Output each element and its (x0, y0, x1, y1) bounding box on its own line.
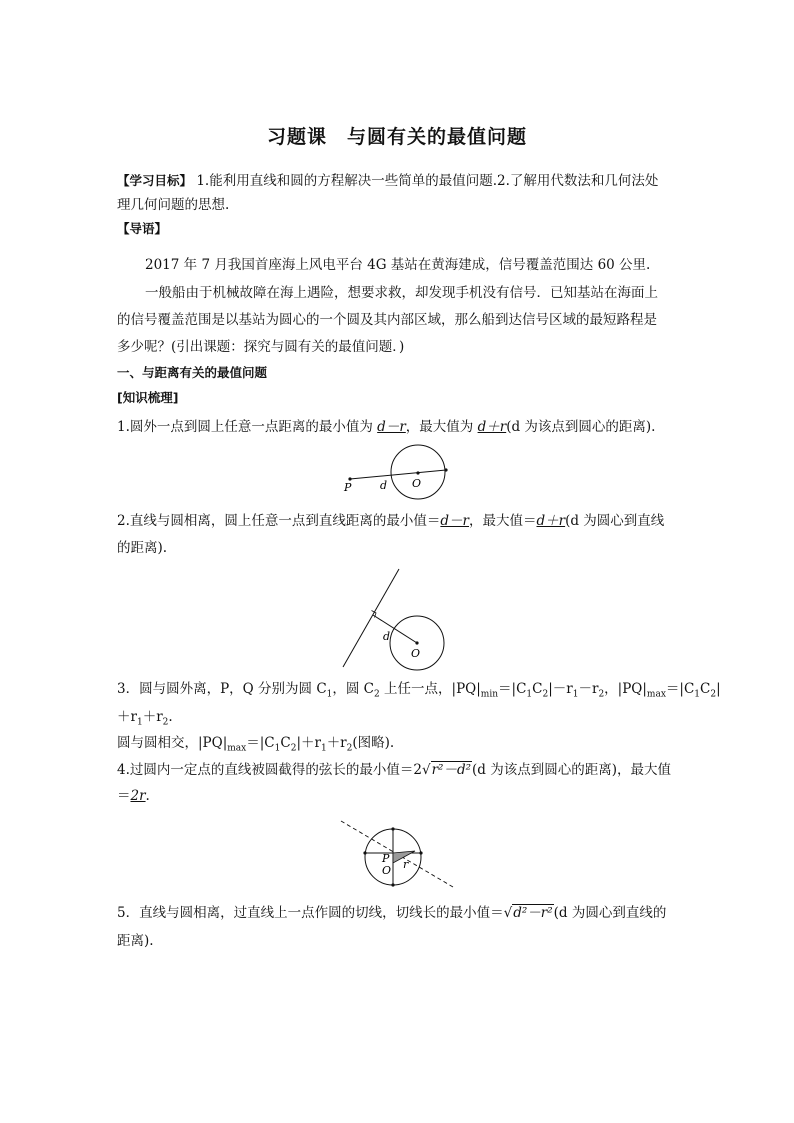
item-3-sub-max: max (646, 689, 666, 700)
item-3-text-f: |－r (548, 681, 573, 697)
figure-3-point-bottom (391, 883, 394, 886)
item-4-line-2-a: ＝ (117, 788, 131, 804)
intro-para-2c: 多少呢？(引出课题：探究与圆有关的最值问题．) (117, 339, 405, 355)
item-3-sub: 2 (374, 689, 380, 700)
item-3-line-3-c: C (280, 735, 291, 751)
figure-2-line-circle (335, 565, 455, 671)
item-5-text-post: (d 为圆心到直线的 (553, 905, 667, 921)
intro-para-2a: 一般船由于机械故障在海上遇险，想要求救，却发现手机没有信号．已知基站在海面上 (145, 285, 658, 301)
figure-3-label-p: P (382, 852, 390, 865)
page-title: 习题课 与圆有关的最值问题 (266, 126, 527, 148)
item-3-line-3-f: (图略). (352, 735, 395, 751)
intro-para-2b: 的信号覆盖范围是以基站为圆心的一个圆及其内部区域，那么船到达信号区域的最短路程是 (117, 312, 657, 328)
item-4-line-2-c: . (145, 788, 150, 804)
item-3-text-i: ＝|C (665, 681, 695, 697)
section-subheading: [知识梳理] (117, 390, 179, 405)
figure-3-label-o: O (382, 864, 392, 877)
figure-2-straight-line (343, 569, 399, 667)
item-3-line-3-d: |＋r (296, 735, 321, 751)
item-3-line-2-a: ＋r (117, 709, 137, 725)
sqrt-icon: √ (503, 905, 513, 921)
item-2-text: 2.直线与圆相离，圆上任意一点到直线距离的最小值＝ (117, 513, 441, 529)
figure-1-label-d: d (380, 479, 388, 492)
figure-1-line (350, 470, 446, 479)
item-3-sub: 2 (710, 689, 717, 700)
item-3-text-h: ，|PQ| (604, 681, 647, 697)
item-1-max-answer: d＋r (477, 419, 507, 435)
figure-2-center (415, 641, 418, 644)
item-5-text: 5．直线与圆相离，过直线上一点作圆的切线，切线长的最小值＝ (117, 905, 504, 921)
item-3-sub: 2 (346, 743, 353, 754)
item-2 (117, 511, 681, 531)
item-4-text: 4.过圆内一定点的直线被圆截得的弦长的最小值＝2 (117, 762, 422, 778)
item-1-text: 1.圆外一点到圆上任意一点距离的最小值为 (117, 419, 378, 435)
item-5-radicand: d²－r² (513, 905, 553, 921)
item-4-line-2 (117, 786, 681, 806)
item-3-sub-min: min (480, 689, 499, 700)
item-3-text-e: C (532, 681, 543, 697)
figure-3-point-right (419, 851, 422, 854)
item-3-text-j: C (700, 681, 711, 697)
objectives-line-2: 理几何问题的思想. (117, 197, 230, 213)
item-3-sub: 1 (136, 717, 143, 728)
item-3-sub: 1 (320, 743, 327, 754)
item-3-text-c: 上任一点，|PQ| (379, 681, 481, 697)
item-2-min-answer: d－r (440, 513, 469, 529)
item-3-sub: 1 (694, 689, 701, 700)
item-3 (117, 679, 721, 700)
item-3-line-3-a: 圆与圆相交，|PQ| (117, 735, 228, 751)
sqrt-icon: √ (421, 762, 431, 778)
figure-3-label-r: r (403, 858, 409, 871)
intro-label: 【导语】 (117, 221, 168, 236)
item-5-line-2: 距离). (117, 933, 154, 949)
item-2-text-post: (d 为圆心到直线 (565, 513, 665, 529)
figure-1-label-p: P (344, 481, 352, 494)
figure-1-far-point (444, 468, 447, 471)
item-1-min-answer: d－r (377, 419, 406, 435)
item-3-sub: 1 (326, 689, 333, 700)
item-3-sub: 2 (542, 689, 549, 700)
figure-1-center (416, 471, 419, 474)
item-3-text-d: ＝|C (498, 681, 527, 697)
item-3-sub: 2 (290, 743, 297, 754)
figure-2-label-o: O (411, 647, 421, 660)
figure-2-label-d: d (383, 630, 391, 643)
item-1 (117, 417, 681, 437)
intro-para-1: 2017 年 7 月我国首座海上风电平台 4G 基站在黄海建成，信号覆盖范围达 60 公里. (145, 257, 651, 273)
item-3-text-g: －r (578, 681, 599, 697)
item-3-sub: 1 (572, 689, 579, 700)
item-3-text-k: | (716, 681, 721, 697)
item-2-max-answer: d＋r (536, 513, 566, 529)
item-3-line-3 (117, 733, 681, 753)
objectives-label: 【学习目标】 (117, 173, 193, 188)
figure-3-chord-circle (335, 815, 459, 895)
item-3-sub: 2 (162, 717, 169, 728)
item-3-text-b: ，圆 C (332, 681, 375, 697)
item-4-radicand: r²－d² (431, 762, 472, 778)
item-4-max-answer: 2r (130, 788, 146, 804)
figure-1-label-o: O (412, 477, 422, 490)
item-3-sub: 2 (598, 689, 605, 700)
objectives-text-1: 1.能利用直线和圆的方程解决一些简单的最值问题.2.了解用代数法和几何法处 (196, 173, 659, 189)
item-3-line-2-b: ＋r (142, 709, 163, 725)
figure-3-point-top (391, 827, 394, 830)
item-2-text-mid: ，最大值＝ (469, 513, 537, 529)
item-3-sub: 1 (526, 689, 533, 700)
item-3-line-3-e: ＋r (326, 735, 347, 751)
figure-2-perpendicular (373, 615, 417, 643)
item-3-text-a: 3．圆与圆外离，P，Q 分别为圆 C (117, 681, 327, 697)
objectives-line-1 (117, 171, 681, 191)
item-1-text-mid: ，最大值为 (405, 419, 478, 435)
item-3-sub-max: max (227, 743, 247, 754)
figure-3-point-left (363, 851, 366, 854)
item-3-line-3-b: ＝|C (246, 735, 275, 751)
item-4-text-post: (d 为该点到圆心的距离)，最大值 (472, 762, 671, 778)
figure-1-point-circle (330, 440, 460, 500)
item-3-line-2 (117, 707, 681, 727)
section-heading: 一、与距离有关的最值问题 (117, 365, 268, 380)
item-2-line-2: 的距离). (117, 540, 168, 556)
item-4 (117, 760, 681, 780)
item-5 (117, 903, 681, 923)
item-3-sub: 1 (274, 743, 281, 754)
item-1-text-post: (d 为该点到圆心的距离). (506, 419, 656, 435)
item-3-line-2-c: . (168, 709, 173, 725)
